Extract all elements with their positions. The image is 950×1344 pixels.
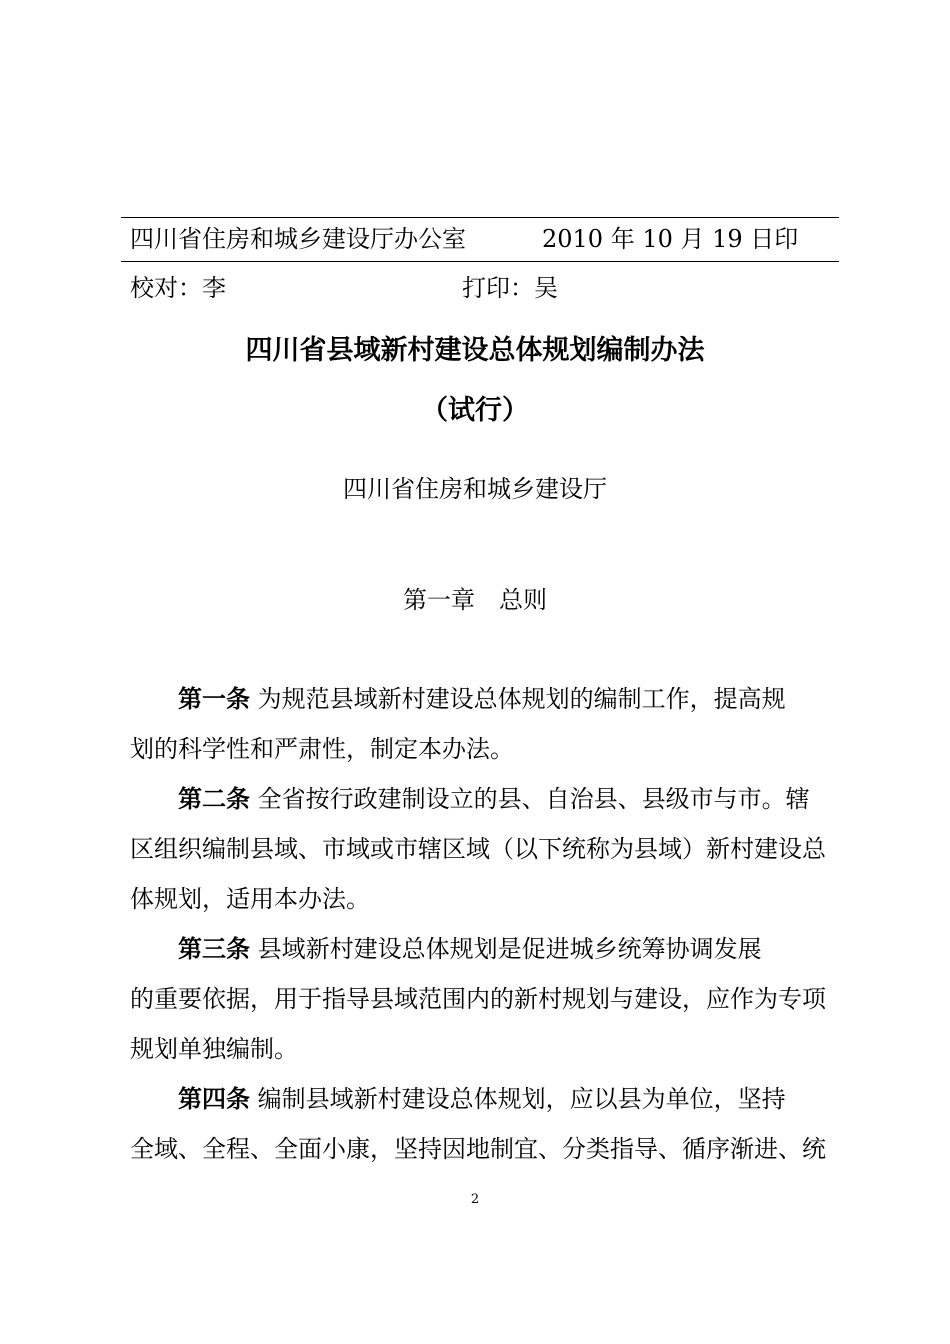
article-text: 编制县域新村建设总体规划，应以县为单位，坚持 — [257, 1085, 786, 1113]
article-text: 为规范县域新村建设总体规划的编制工作，提高规 — [257, 685, 786, 713]
article-label: 第三条 — [178, 935, 250, 963]
article-text-rest: 的重要依据，用于指导县域范围内的新村规划与建设，应作为专项规划单独编制。 — [130, 985, 826, 1063]
article-2 — [130, 774, 826, 924]
document-subtitle: （试行） — [421, 395, 529, 426]
header-office: 四川省住房和城乡建设厅办公室 — [130, 225, 466, 253]
chapter-heading: 第一章 总则 — [403, 586, 547, 614]
article-3 — [130, 924, 826, 1074]
document-issuer: 四川省住房和城乡建设厅 — [343, 475, 607, 503]
article-label: 第四条 — [178, 1085, 250, 1113]
page-number: 2 — [470, 1192, 480, 1207]
article-text-rest: 全域、全程、全面小康，坚持因地制宜、分类指导、循序渐进、统 — [130, 1135, 826, 1163]
header-printer: 打印：吴 — [462, 274, 558, 302]
article-text-rest: 划的科学性和严肃性，制定本办法。 — [130, 735, 514, 763]
header-proofreader: 校对：李 — [130, 274, 226, 302]
document-title: 四川省县域新村建设总体规划编制办法 — [245, 335, 705, 366]
article-label: 第二条 — [178, 785, 250, 813]
article-label: 第一条 — [178, 685, 250, 713]
article-text-rest: 区组织编制县域、市域或市辖区域（以下统称为县域）新村建设总体规划，适用本办法。 — [130, 835, 826, 913]
article-1 — [130, 674, 826, 774]
article-text: 全省按行政建制设立的县、自治县、县级市与市。辖 — [257, 785, 810, 813]
article-4 — [130, 1074, 826, 1174]
header-date: 2010 年 10 月 19 日印 — [542, 225, 799, 253]
header-bottom-rule — [121, 261, 839, 262]
header-top-rule — [121, 217, 839, 218]
article-text: 县域新村建设总体规划是促进城乡统筹协调发展 — [257, 935, 762, 963]
